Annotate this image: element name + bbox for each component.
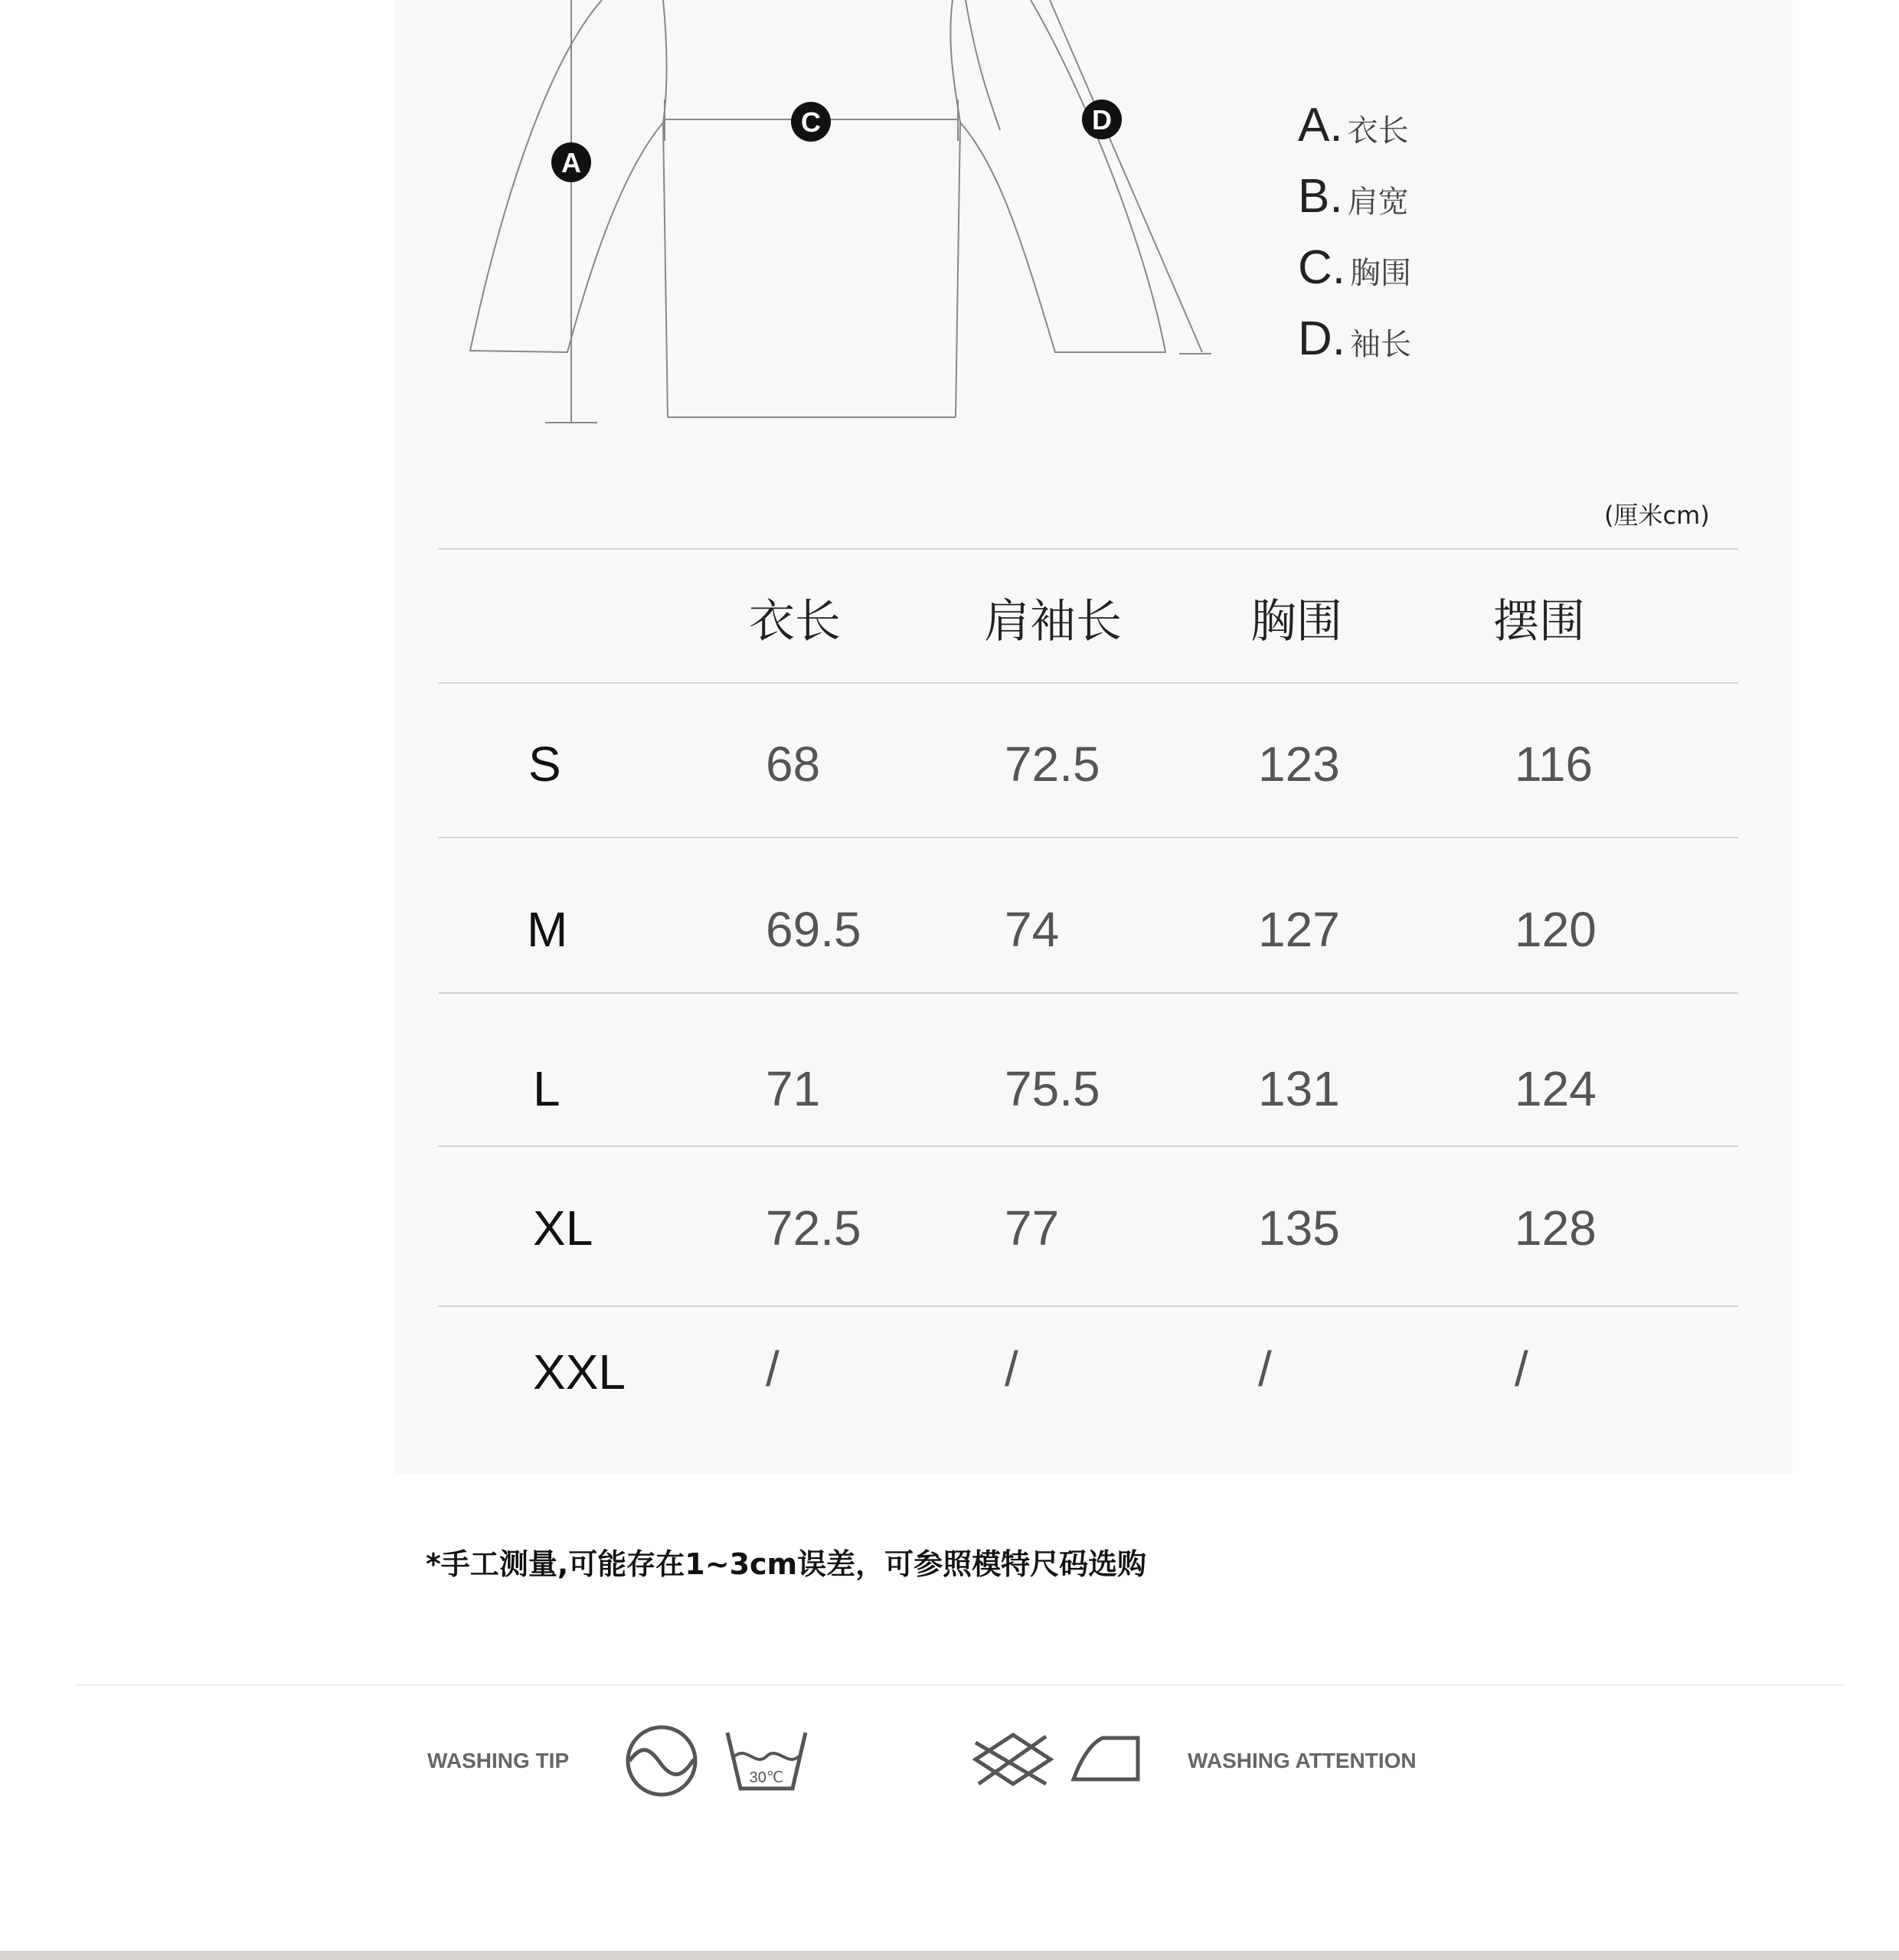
table-cell: 135 bbox=[1258, 1200, 1340, 1256]
legend-text: 袖长 bbox=[1350, 327, 1411, 362]
washing-attention-label: WASHING ATTENTION bbox=[1188, 1749, 1417, 1772]
legend-item-a bbox=[1298, 98, 1409, 152]
table-cell: 69.5 bbox=[766, 902, 861, 957]
table-cell: 72.5 bbox=[1005, 737, 1100, 792]
table-cell: / bbox=[1515, 1341, 1528, 1396]
marker-a bbox=[551, 142, 591, 182]
bottom-bar bbox=[0, 1951, 1899, 1960]
marker-a-label: A bbox=[561, 147, 581, 178]
table-cell: 71 bbox=[766, 1061, 821, 1116]
table-divider bbox=[439, 1305, 1738, 1307]
sleeve-measure-line bbox=[1050, 0, 1202, 352]
table-cell: 116 bbox=[1515, 737, 1593, 792]
table-cell: / bbox=[1258, 1341, 1272, 1396]
legend-key: D. bbox=[1298, 312, 1345, 365]
legend-text: 肩宽 bbox=[1347, 185, 1409, 220]
legend-text: 胸围 bbox=[1350, 256, 1411, 291]
table-divider bbox=[439, 548, 1738, 550]
legend-item-d bbox=[1298, 312, 1411, 366]
table-cell: 74 bbox=[1005, 902, 1060, 957]
legend-item-c bbox=[1298, 240, 1411, 295]
table-cell: 77 bbox=[1005, 1200, 1060, 1256]
marker-c bbox=[791, 102, 831, 142]
wash-circle-icon bbox=[622, 1723, 701, 1799]
size-label-xxl: XXL bbox=[533, 1344, 626, 1400]
legend-text: 衣长 bbox=[1347, 113, 1409, 149]
table-divider bbox=[439, 992, 1738, 994]
marker-d-label: D bbox=[1092, 104, 1112, 136]
table-cell: 128 bbox=[1515, 1200, 1597, 1256]
table-divider bbox=[439, 1145, 1738, 1147]
table-cell: 131 bbox=[1258, 1061, 1340, 1116]
no-tumble-dry-icon bbox=[971, 1729, 1055, 1790]
table-divider bbox=[439, 682, 1738, 684]
legend-key: A. bbox=[1298, 99, 1343, 152]
column-header-length: 衣长 bbox=[749, 595, 841, 648]
size-label-xl: XL bbox=[533, 1200, 593, 1256]
size-label-s: S bbox=[528, 737, 561, 792]
column-header-sleeve: 肩袖长 bbox=[984, 595, 1122, 648]
table-cell: 120 bbox=[1515, 902, 1597, 957]
marker-d bbox=[1082, 100, 1122, 139]
right-sleeve-inner bbox=[966, 0, 1000, 130]
right-sleeve-outline bbox=[960, 0, 1165, 352]
marker-c-label: C bbox=[801, 106, 821, 138]
size-label-l: L bbox=[533, 1061, 561, 1116]
section-divider bbox=[75, 1684, 1844, 1686]
unit-label: (厘米cm) bbox=[1604, 501, 1710, 530]
washing-tip-label: WASHING TIP bbox=[427, 1749, 570, 1772]
table-cell: 75.5 bbox=[1005, 1061, 1100, 1116]
legend-key: C. bbox=[1298, 241, 1345, 294]
hand-wash-30c-icon bbox=[724, 1729, 809, 1795]
table-cell: 124 bbox=[1515, 1061, 1597, 1116]
legend-key: B. bbox=[1298, 170, 1343, 223]
measurement-note: *手工测量,可能存在1~3cm误差，可参照模特尺码选购 bbox=[426, 1547, 1147, 1581]
iron-icon bbox=[1069, 1732, 1142, 1785]
temperature-label: 30℃ bbox=[749, 1769, 784, 1786]
left-body-edge bbox=[663, 0, 668, 417]
table-divider bbox=[439, 837, 1738, 838]
table-cell: 72.5 bbox=[766, 1200, 861, 1256]
table-cell: / bbox=[1005, 1341, 1018, 1396]
column-header-hem: 摆围 bbox=[1493, 595, 1585, 648]
legend-item-b bbox=[1298, 169, 1409, 224]
table-cell: 123 bbox=[1258, 737, 1340, 792]
right-body-edge bbox=[950, 0, 960, 417]
table-cell: 127 bbox=[1258, 902, 1340, 957]
column-header-chest: 胸围 bbox=[1250, 595, 1342, 648]
size-label-m: M bbox=[527, 902, 568, 957]
garment-diagram bbox=[395, 0, 1283, 444]
table-cell: / bbox=[766, 1341, 780, 1396]
table-cell: 68 bbox=[766, 737, 821, 792]
